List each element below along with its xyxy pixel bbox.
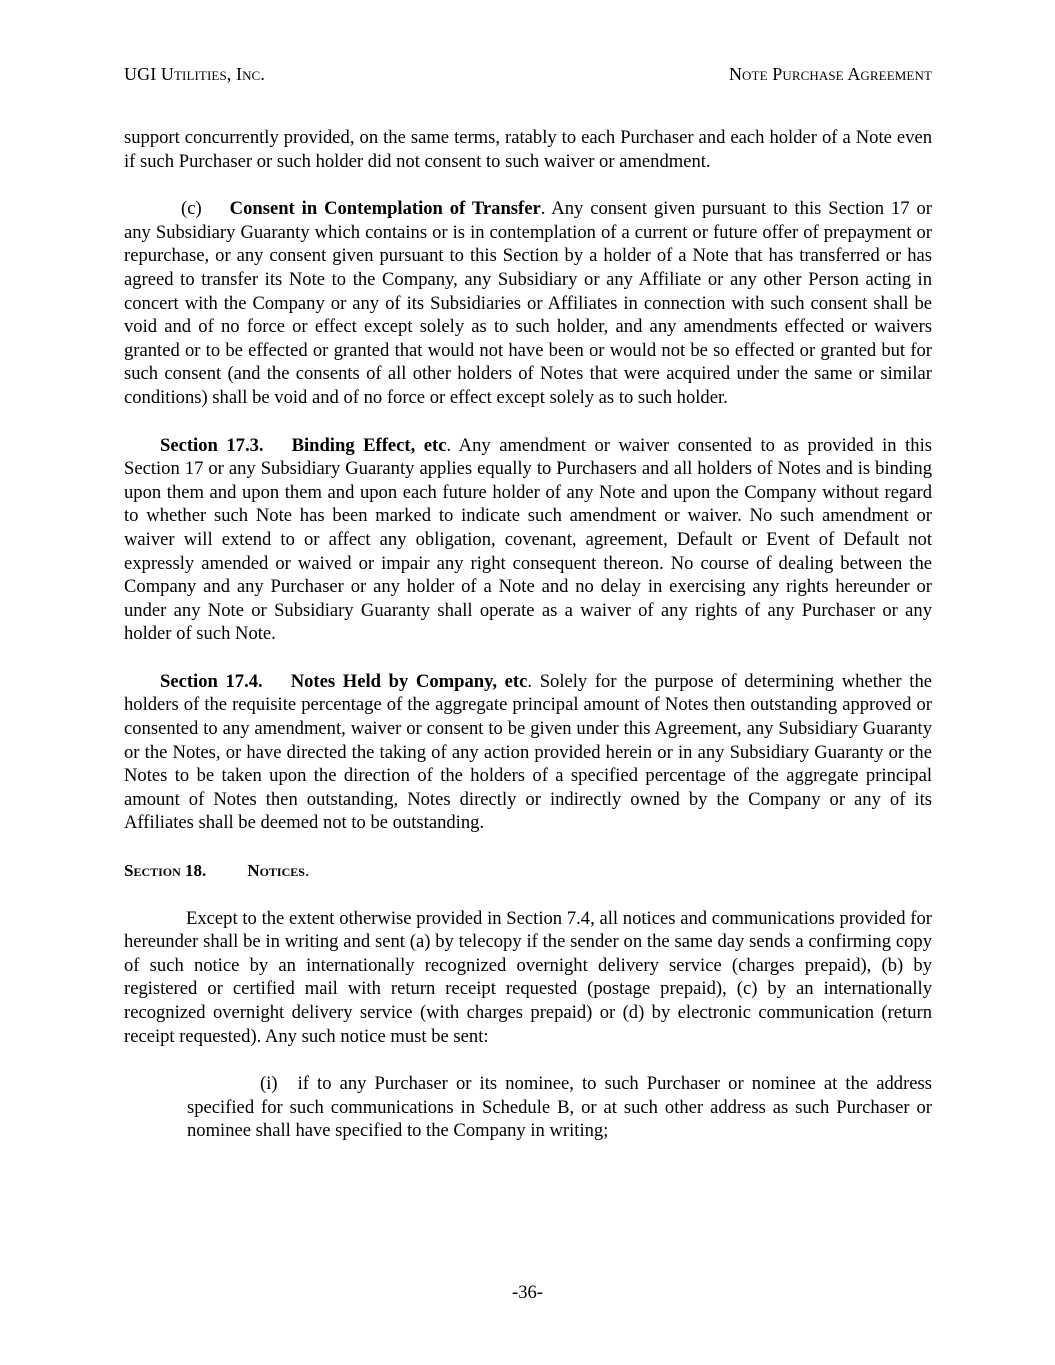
section-17-3 bbox=[124, 434, 932, 646]
section-text: . Any amendment or waiver consented to as provided in this Section 17 or any Subsidiary Guaranty applies equally to Purchasers and all holders of Notes and is binding upon them and upon them and upon each future holder of any Note and upon the Company without regard to whether such Note has been marked to indicate such amendment or waiver. No such amendment or waiver will extend to or affect any obligation, covenant, agreement, Default or Event of Default not expressly amended or waived or impair any right consequent thereon. No course of dealing between the Company and any Purchaser or any holder of a Note and no delay in exercising any rights hereunder or under any Note or Subsidiary Guaranty shall operate as a waiver of any rights of any Purchaser or any holder of such Note. bbox=[124, 434, 932, 645]
clause-label: (c) bbox=[181, 198, 202, 220]
section-heading: Notes Held by Company, etc bbox=[290, 670, 528, 692]
paragraph-17-2-c bbox=[124, 197, 932, 409]
section-heading-punct: . bbox=[304, 861, 310, 881]
document-body bbox=[124, 126, 932, 1167]
clause-text: . Any consent given pursuant to this Section 17 or any Subsidiary Guaranty which contains or is in contemplation of a current or future offer of prepayment or repurchase, or any consent given pursuant to this Section by a holder of a Note that has transferred or has agreed to transfer its Note to the Company, any Subsidiary or any Affiliate or any other Person acting in concert with the Company or any of its Subsidiaries or Affiliates in connection with such consent shall be void and of no force or effect except solely as to such holder, and any amendments effected or waivers granted or to be effected or granted that would not have been or would not be so effected or granted but for such consent (and the consents of all other holders of Notes that were acquired under the same or similar conditions) shall be void and of no force or effect except solely as to such holder. bbox=[124, 198, 932, 408]
section-number: Section 18. bbox=[124, 861, 207, 881]
notice-item-i bbox=[187, 1072, 932, 1143]
page-number: -36- bbox=[512, 1282, 543, 1303]
clause-heading: Consent in Contemplation of Transfer bbox=[229, 198, 541, 220]
item-text: if to any Purchaser or its nominee, to such Purchaser or nominee at the address specified for such communications in Schedule B, or at such other address as such Purchaser or nominee shall have specified to the Company in writing; bbox=[187, 1073, 932, 1142]
item-label: (i) bbox=[260, 1073, 278, 1095]
header-document-title: Note Purchase Agreement bbox=[728, 64, 932, 84]
section-heading: Notices bbox=[247, 861, 305, 881]
section-number: Section 17.4. bbox=[160, 670, 263, 692]
section-18-heading bbox=[124, 859, 932, 883]
header-company-name: UGI Utilities, Inc. bbox=[124, 64, 265, 84]
continuation-paragraph: support concurrently provided, on the same terms, ratably to each Purchaser and each holder of a Note even if such Purchaser or such holder did not consent to such waiver or amendment. bbox=[124, 127, 932, 172]
section-number: Section 17.3. bbox=[160, 434, 264, 456]
section-text: . Solely for the purpose of determining whether the holders of the requisite percentage of the aggregate principal amount of Notes then outstanding approved or consented to any amendment, waiver or consent to be given under this Agreement, any Subsidiary Guaranty or the Notes, or have directed the taking of any action provided herein or in any Subsidiary Guaranty or the Notes to be taken upon the direction of the holders of a specified percentage of the aggregate principal amount of Notes then outstanding, Notes directly or indirectly owned by the Company or any of its Affiliates shall be deemed not to be outstanding. bbox=[124, 670, 932, 834]
notices-paragraph: Except to the extent otherwise provided in Section 7.4, all notices and communications provided for hereunder shall be in writing and sent (a) by telecopy if the sender on the same day sends a confirming copy of such notice by an internationally recognized overnight delivery service (charges prepaid), (b) by registered or certified mail with return receipt requested (postage prepaid), (c) by an internationally recognized overnight delivery service (with charges prepaid) or (d) by electronic communication (return receipt requested). Any such notice must be sent: bbox=[124, 907, 932, 1047]
section-heading: Binding Effect, etc bbox=[291, 434, 447, 456]
section-17-4 bbox=[124, 670, 932, 835]
